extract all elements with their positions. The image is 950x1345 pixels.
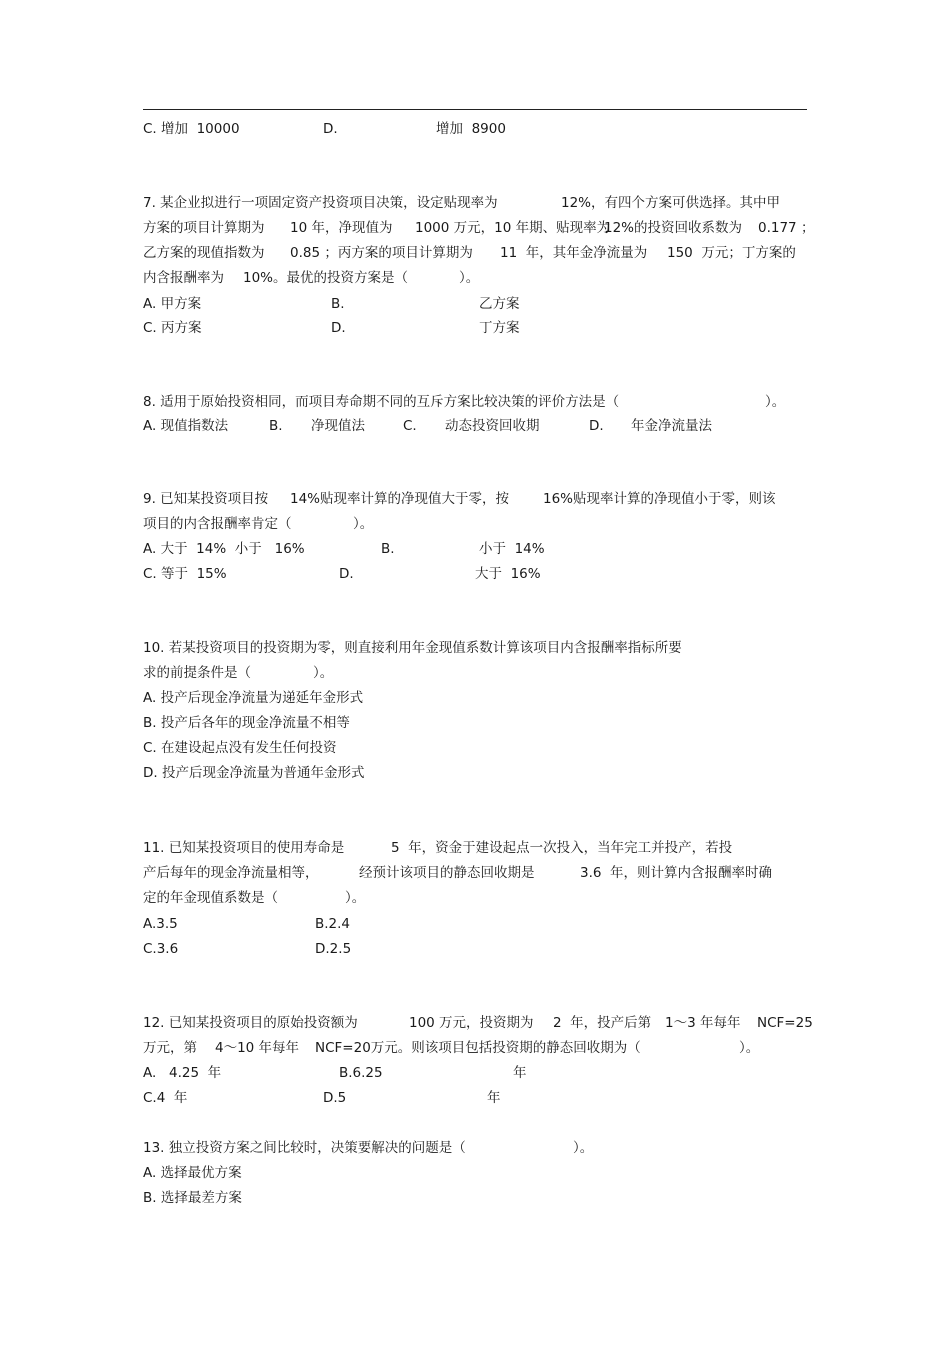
q11-line: 5 年，资金于建设起点一次投入，当年完工并投产，若投 xyxy=(391,840,733,856)
q7-option: D. xyxy=(331,320,346,336)
q12-line: 100 万元，投资期为 xyxy=(409,1015,534,1031)
q7-line: 乙方案的现值指数为 xyxy=(143,245,265,261)
q11-option: A.3.5 xyxy=(143,916,178,932)
q10-line: 求的前提条件是（ xyxy=(143,665,251,681)
q9-option: 大于 16% xyxy=(475,566,541,582)
q8-option: D. xyxy=(589,418,604,434)
q7-line: 内含报酬率为 xyxy=(143,270,224,286)
q12-line: ）。 xyxy=(739,1040,760,1056)
q13-option: B. 选择最差方案 xyxy=(143,1190,242,1206)
q11-line: 定的年金现值系数是（ xyxy=(143,890,278,906)
q9-line: 9. 已知某投资项目按 xyxy=(143,491,269,507)
q12-option: 4.25 年 xyxy=(169,1065,222,1081)
q7-line: 7. 某企业拟进行一项固定资产投资项目决策，设定贴现率为 xyxy=(143,195,498,211)
q13-option: A. 选择最优方案 xyxy=(143,1165,242,1181)
q9-option: D. xyxy=(339,566,354,582)
q9-line: 14%贴现率计算的净现值大于零，按 xyxy=(290,491,510,507)
q7-line: 10 年，净现值为 xyxy=(290,220,393,236)
q12-line: 4～10 年每年 xyxy=(215,1040,300,1056)
q12-line: 2 年，投产后第 xyxy=(553,1015,652,1031)
q8-line: ）。 xyxy=(765,394,786,410)
q11-line: 产后每年的现金净流量相等， xyxy=(143,865,319,881)
q12-line: 1～3 年每年 xyxy=(665,1015,741,1031)
q10-option: D. 投产后现金净流量为普通年金形式 xyxy=(143,765,365,781)
q12-line: 12. 已知某投资项目的原始投资额为 xyxy=(143,1015,358,1031)
q8-option: 动态投资回收期 xyxy=(445,418,540,434)
q12-line: NCF=25 xyxy=(757,1015,813,1031)
q7-option: B. xyxy=(331,296,345,312)
q10-option: A. 投产后现金净流量为递延年金形式 xyxy=(143,690,364,706)
q13-line: ）。 xyxy=(573,1140,594,1156)
q12-option: B.6.25 xyxy=(339,1065,383,1081)
q12-option: 年 xyxy=(487,1090,501,1106)
q7-option: 乙方案 xyxy=(479,296,520,312)
top-option-c: C. 增加 10000 xyxy=(143,121,240,137)
q12-line: NCF=20万元。则该项目包括投资期的静态回收期为（ xyxy=(315,1040,641,1056)
q11-line: 3.6 年，则计算内含报酬率时确 xyxy=(580,865,773,881)
q11-option: C.3.6 xyxy=(143,941,179,957)
q8-option: A. 现值指数法 xyxy=(143,418,229,434)
q8-line: 8. 适用于原始投资相同，而项目寿命期不同的互斥方案比较决策的评价方法是（ xyxy=(143,394,620,410)
q7-option: C. 丙方案 xyxy=(143,320,202,336)
q9-option: C. 等于 15% xyxy=(143,566,227,582)
q7-line: 1000 万元，10 年期、贴现率为 xyxy=(415,220,611,236)
q8-option: 年金净流量法 xyxy=(631,418,712,434)
q9-line: 16%贴现率计算的净现值小于零，则该 xyxy=(543,491,776,507)
q7-line: ）。 xyxy=(459,270,480,286)
q9-line: ）。 xyxy=(353,516,374,532)
q9-option: A. 大于 14% 小于 16% xyxy=(143,541,305,557)
q7-line: 11 年，其年金净流量为 xyxy=(500,245,648,261)
q9-option: B. xyxy=(381,541,395,557)
q11-line: 11. 已知某投资项目的使用寿命是 xyxy=(143,840,345,856)
q12-option: 年 xyxy=(513,1065,527,1081)
header-rule xyxy=(143,109,807,110)
q10-option: B. 投产后各年的现金净流量不相等 xyxy=(143,715,350,731)
q7-line: 12%的投资回收系数为 xyxy=(604,220,743,236)
q7-line: 10%。最优的投资方案是（ xyxy=(243,270,409,286)
q10-line: ）。 xyxy=(313,665,334,681)
q7-line: 0.177 ； xyxy=(758,220,815,236)
q12-option: A. xyxy=(143,1065,157,1081)
top-option-d-label: D. xyxy=(323,121,338,137)
q7-option: A. 甲方案 xyxy=(143,296,202,312)
q12-line: 万元，第 xyxy=(143,1040,197,1056)
q7-line: 150 万元；丁方案的 xyxy=(667,245,796,261)
q8-option: C. xyxy=(403,418,417,434)
q9-line: 项目的内含报酬率肯定（ xyxy=(143,516,292,532)
q13-line: 13. 独立投资方案之间比较时，决策要解决的问题是（ xyxy=(143,1140,466,1156)
q11-line: ）。 xyxy=(345,890,366,906)
q7-option: 丁方案 xyxy=(479,320,520,336)
q11-option: B.2.4 xyxy=(315,916,351,932)
top-option-d-text: 增加 8900 xyxy=(436,121,506,137)
q11-option: D.2.5 xyxy=(315,941,352,957)
q9-option: 小于 14% xyxy=(479,541,545,557)
q8-option: 净现值法 xyxy=(311,418,365,434)
q8-option: B. xyxy=(269,418,283,434)
q11-line: 经预计该项目的静态回收期是 xyxy=(359,865,535,881)
q7-line: 方案的项目计算期为 xyxy=(143,220,265,236)
q7-line: 12%，有四个方案可供选择。其中甲 xyxy=(561,195,781,211)
q12-option: D.5 xyxy=(323,1090,347,1106)
q12-option: C.4 年 xyxy=(143,1090,188,1106)
q10-line: 10. 若某投资项目的投资期为零，则直接利用年金现值系数计算该项目内含报酬率指标所要 xyxy=(143,640,682,656)
q10-option: C. 在建设起点没有发生任何投资 xyxy=(143,740,337,756)
q7-line: 0.85 ；丙方案的项目计算期为 xyxy=(290,245,473,261)
